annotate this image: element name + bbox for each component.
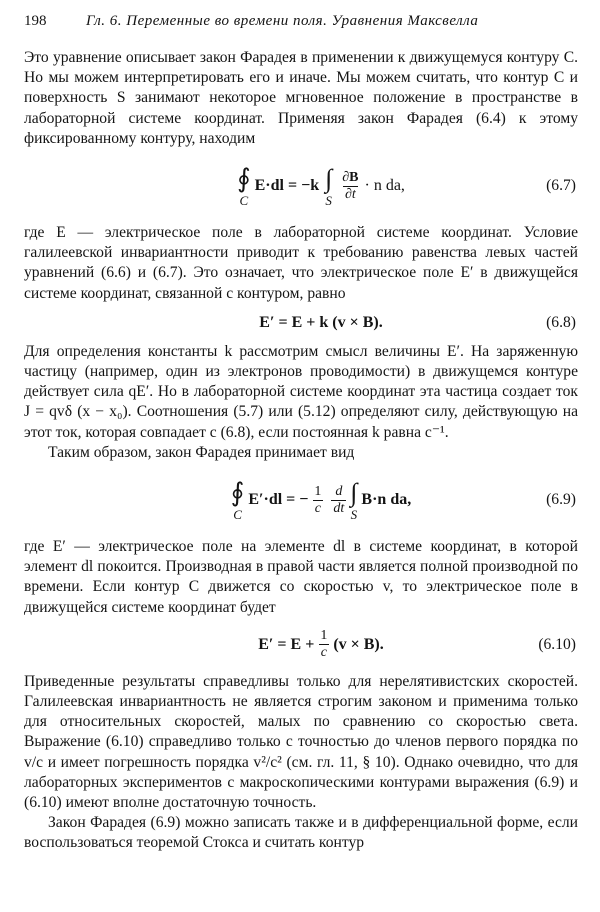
equation-6-10 [24,618,578,672]
running-title: Гл. 6. Переменные во времени поля. Уравнения Максвелла [86,13,479,29]
equation-6-9 [24,463,578,537]
equation-6-8-formula: E′ = E + k (v × B). [259,313,383,331]
contour-integral: ∮ C [230,477,245,522]
paragraph-5: где E′ — электрическое поле на элементе dl в системе координат, в которой элемент dl покоится. Производная в правой части является полной производной по времени. Если контур C движется со скоростью v, то электрическое поле в движущейся системе координат будет [24,538,578,616]
paragraph-1: Это уравнение описывает закон Фарадея в применении к движущемуся контуру C. Но мы можем интерпретировать его и иначе. Мы можем считать, что контур C и поверхность S занимают некоторое мгновенное положение в пространстве в лабораторной системе координат. Применяя закон Фарадея (6.4) к этому фиксированному контуру, находим [24,49,578,147]
equation-6-9-label: (6.9) [546,490,576,508]
equation-6-9-formula [230,477,412,522]
equation-6-8 [24,304,578,342]
paragraph-3: Для определения константы k рассмотрим смысл величины E′. На заряженную частицу (например, один из электронов проводимости) в движущемся контуре действует сила qE′. Но в лабораторной системе координат эта частица создает ток J = qvδ (x − x₀). Соотношения (5.7) или (5.12) определяют силу, действующую на этот ток, которая совпадает с (6.8), если постоянная k равна c⁻¹. [24,342,578,441]
one-over-c-fraction: $\frac{1}{c}$ [320,628,328,661]
equation-6-10-label: (6.10) [538,635,576,653]
one-over-c-fraction: $\frac{1}{c}$ [314,483,322,516]
equation-6-7-tail: · n da, [364,176,405,194]
equation-6-8-label: (6.8) [546,313,576,331]
equation-6-7-formula [237,163,405,208]
page-number: 198 [24,13,47,29]
page-header [24,12,578,48]
equation-6-10-formula: E′ = E + $\frac{1}{c}$ (v × B). [258,628,384,661]
paragraph-2: где E — электрическое поле в лабораторной системе координат. Условие галилеевской инвариантности приводит к требованию равенства левых частей уравнений (6.6) и (6.7). Это означает, что электрическое поле E′ в движущейся системе координат, связанной с контуром, равно [24,224,578,302]
equation-6-9-tail: B·n da, [361,490,412,508]
paragraph-6: Приведенные результаты справедливы только для нерелятивистских скоростей. Галилеевская инвариантность не является строгим законом и применима только для относительных скоростей, малых по сравнению со скоростью света. Выражение (6.10) справедливо только с точностью до членов первого порядка по v/c и имеет погрешность порядка v²/c² (см. гл. 11, § 10). Однако очевидно, что для лабораторных экспериментов с макроскопическими контурами выражения (6.9) и (6.10) имеют вполне достаточную точность. [24,672,578,812]
equation-6-7-label: (6.7) [546,176,576,194]
partial-derivative-fraction: $\frac{\partial B}{\partial t}$ [342,169,359,202]
equation-6-9-lhs: E′·dl = − [248,490,309,508]
surface-integral: ∫ S [325,163,333,208]
surface-integral: ∫ S [350,477,358,522]
contour-integral: ∮ C [237,163,251,208]
time-derivative-fraction: $\frac{d}{dt}$ [333,483,345,516]
paragraph-4: Таким образом, закон Фарадея принимает вид [48,443,355,461]
equation-6-7-lhs: E·dl = −k [254,176,320,194]
equation-6-7 [24,149,578,223]
paragraph-7: Закон Фарадея (6.9) можно записать также и в дифференциальной форме, если воспользоваться теоремой Стокса и считать контур [24,814,578,852]
